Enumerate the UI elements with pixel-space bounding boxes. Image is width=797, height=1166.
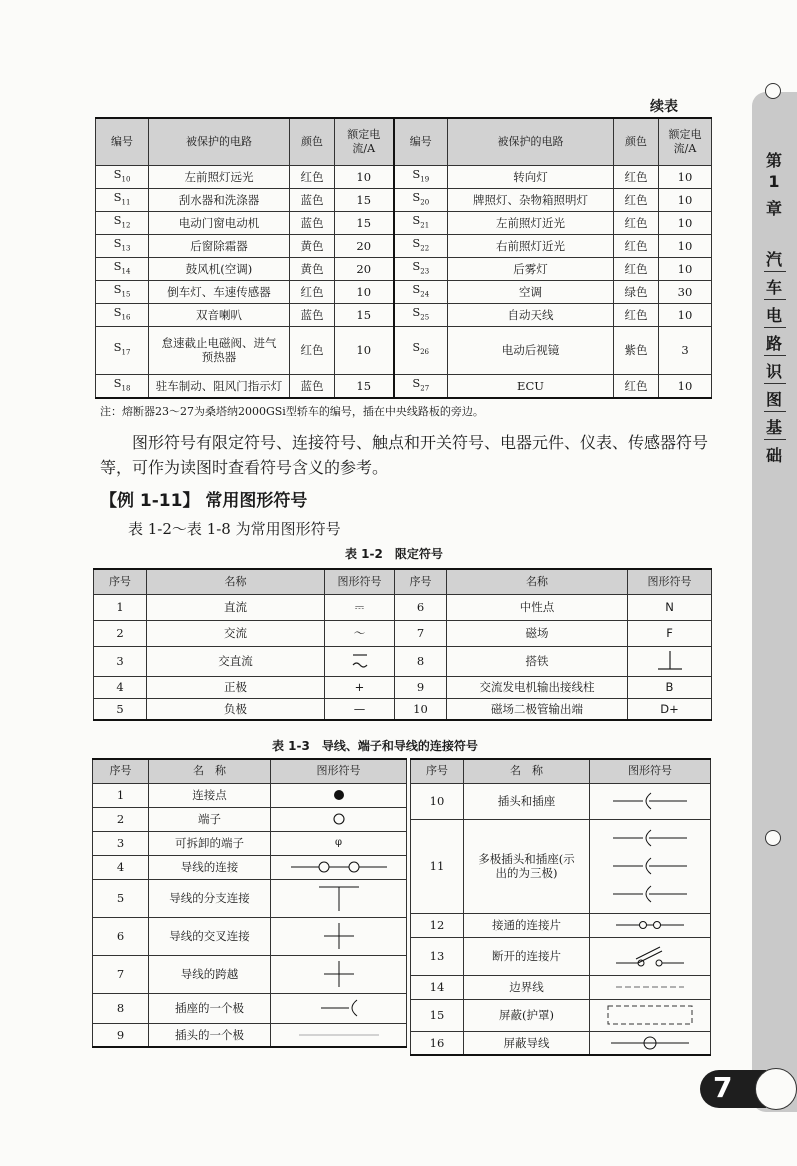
symbol-name: 连接点 xyxy=(149,783,271,807)
row-number: 8 xyxy=(93,993,149,1023)
fuse-id-number: 26 xyxy=(420,348,429,357)
fuse-color: 红色 xyxy=(614,188,659,211)
fuse-id xyxy=(394,188,448,211)
col-header: 序号 xyxy=(411,759,464,783)
table-caption: 表 1-3 导线、端子和导线的连接符号 xyxy=(272,739,478,753)
fuse-circuit: 后雾灯 xyxy=(448,257,614,280)
table-note: 注：熔断器23～27为桑塔纳2000GSi型轿车的编号，插在中央线路板的旁边。 xyxy=(100,405,484,418)
fuse-circuit: 空调 xyxy=(448,280,614,303)
fuse-circuit: 怠速截止电磁阀、进气预热器 xyxy=(149,326,290,374)
fuse-id-number: 23 xyxy=(420,267,430,276)
col-header: 颜色 xyxy=(614,118,659,165)
fuse-amp: 10 xyxy=(659,257,712,280)
fuse-color: 红色 xyxy=(614,165,659,188)
row-number: 8 xyxy=(395,646,447,676)
fuse-id xyxy=(96,165,149,188)
tab-divider xyxy=(764,327,786,328)
page-number: 7 xyxy=(713,1071,733,1104)
fuse-id-number: 12 xyxy=(121,221,131,230)
symbol-name: 中性点 xyxy=(447,594,628,620)
fuse-amp: 10 xyxy=(659,188,712,211)
chapter-char: 础 xyxy=(765,446,782,465)
fuse-id-number: 20 xyxy=(420,198,430,207)
fuse-id-number: 27 xyxy=(420,384,430,393)
row-number: 16 xyxy=(411,1031,464,1055)
row-number: 10 xyxy=(395,698,447,720)
fuse-id xyxy=(96,211,149,234)
fuse-id-letter: S xyxy=(412,258,421,273)
fuse-circuit: 双音喇叭 xyxy=(149,303,290,326)
row-number: 7 xyxy=(395,620,447,646)
fuse-id-letter: S xyxy=(412,235,421,250)
symbol-name: 端子 xyxy=(149,807,271,831)
row-number: 5 xyxy=(94,698,147,720)
crossover-icon xyxy=(271,955,407,993)
row-number: 9 xyxy=(395,676,447,698)
fuse-id-letter: S xyxy=(412,281,421,296)
minus-symbol: — xyxy=(325,698,395,720)
fuse-id-number: 21 xyxy=(420,221,430,230)
fuse-color: 蓝色 xyxy=(290,211,335,234)
ac-dc-icon xyxy=(325,646,395,676)
symbol-name: 可拆卸的端子 xyxy=(149,831,271,855)
col-header: 被保护的电路 xyxy=(149,118,290,165)
fuse-id-letter: S xyxy=(113,258,122,273)
row-number: 4 xyxy=(94,676,147,698)
row-number: 4 xyxy=(93,855,149,879)
row-number: 3 xyxy=(93,831,149,855)
row-number: 1 xyxy=(93,783,149,807)
col-header: 颜色 xyxy=(290,118,335,165)
symbol-name: 多极插头和插座(示出的为三极) xyxy=(464,819,590,913)
fuse-id xyxy=(394,374,448,398)
tab-divider xyxy=(764,411,786,412)
fuse-id-number: 19 xyxy=(420,175,430,184)
fuse-id-letter: S xyxy=(113,376,122,391)
symbol-name: 交直流 xyxy=(147,646,325,676)
table-1-3-right xyxy=(410,758,711,1056)
symbol-name: 屏蔽(护罩) xyxy=(464,999,590,1031)
fuse-id-letter: S xyxy=(412,304,421,319)
fuse-amp: 20 xyxy=(335,234,394,257)
fuse-id-number: 17 xyxy=(121,348,131,357)
fuse-circuit: 后窗除霜器 xyxy=(149,234,290,257)
table-row xyxy=(96,326,712,374)
wire-link-icon xyxy=(271,855,407,879)
col-header: 额定电流/A xyxy=(335,118,394,165)
fuse-amp: 10 xyxy=(335,326,394,374)
symbol-name: 直流 xyxy=(147,594,325,620)
fuse-amp: 10 xyxy=(659,303,712,326)
symbol-name: 导线的分支连接 xyxy=(149,879,271,917)
fuse-amp: 15 xyxy=(335,303,394,326)
fuse-id-number: 22 xyxy=(420,244,430,253)
col-header: 序号 xyxy=(94,569,147,594)
chapter-char: 汽 xyxy=(765,250,782,269)
fuse-id xyxy=(96,280,149,303)
fuse-id xyxy=(394,280,448,303)
symbol-name: 负极 xyxy=(147,698,325,720)
col-header: 名 称 xyxy=(149,759,271,783)
fuse-id xyxy=(96,188,149,211)
fuse-amp: 15 xyxy=(335,211,394,234)
fuse-id-letter: S xyxy=(412,340,421,354)
fuse-id-letter: S xyxy=(113,340,122,355)
table-row xyxy=(96,188,712,211)
col-header: 图形符号 xyxy=(271,759,407,783)
fuse-circuit: ECU xyxy=(448,374,614,398)
fuse-circuit: 左前照灯远光 xyxy=(149,165,290,188)
closed-link-icon xyxy=(590,913,711,937)
fuse-color: 紫色 xyxy=(614,326,659,374)
fuse-id-number: 25 xyxy=(420,313,430,322)
col-header: 名称 xyxy=(147,569,325,594)
fuse-color: 红色 xyxy=(614,211,659,234)
symbol-name: 正极 xyxy=(147,676,325,698)
fuse-amp: 10 xyxy=(659,165,712,188)
symbol-name: 插头和插座 xyxy=(464,783,590,819)
d-plus-symbol: D+ xyxy=(628,698,712,720)
table-1-2 xyxy=(93,568,712,721)
row-number: 6 xyxy=(395,594,447,620)
row-number: 1 xyxy=(94,594,147,620)
plus-symbol: + xyxy=(325,676,395,698)
row-number: 6 xyxy=(93,917,149,955)
chapter-char: 章 xyxy=(765,199,782,218)
fuse-circuit: 右前照灯近光 xyxy=(448,234,614,257)
phi-symbol: φ xyxy=(271,831,407,855)
symbol-name: 边界线 xyxy=(464,975,590,999)
fuse-id xyxy=(394,234,448,257)
chapter-char: 1 xyxy=(768,172,780,191)
table-row xyxy=(96,303,712,326)
fuse-circuit: 牌照灯、杂物箱照明灯 xyxy=(448,188,614,211)
fuse-amp: 15 xyxy=(335,374,394,398)
chapter-side-tab xyxy=(752,92,797,1112)
fuse-id-number: 14 xyxy=(121,267,131,276)
fuse-id-letter: S xyxy=(412,212,421,227)
chapter-char: 图 xyxy=(765,390,782,409)
fuse-color: 蓝色 xyxy=(290,188,335,211)
fuse-circuit: 电动后视镜 xyxy=(448,326,614,374)
row-number: 7 xyxy=(93,955,149,993)
tab-hole-bottom xyxy=(765,830,781,846)
intro-line: 表 1-2～表 1-8 为常用图形符号 xyxy=(128,520,341,538)
fuse-id xyxy=(96,303,149,326)
fuse-circuit: 倒车灯、车速传感器 xyxy=(149,280,290,303)
fuse-id xyxy=(394,303,448,326)
continued-label: 续表 xyxy=(650,99,678,115)
row-number: 10 xyxy=(411,783,464,819)
cross-connect-icon xyxy=(271,917,407,955)
symbol-name: 搭铁 xyxy=(447,646,628,676)
col-header: 名称 xyxy=(447,569,628,594)
shielded-wire-icon xyxy=(590,1031,711,1055)
fuse-id-number: 16 xyxy=(121,313,131,322)
col-header: 图形符号 xyxy=(628,569,712,594)
symbol-name: 磁场二极管输出端 xyxy=(447,698,628,720)
table-1-3-left xyxy=(92,758,407,1048)
fuse-amp: 10 xyxy=(335,280,394,303)
col-header: 图形符号 xyxy=(325,569,395,594)
page-badge-circle xyxy=(755,1068,797,1110)
fuse-circuit: 电动门窗电动机 xyxy=(149,211,290,234)
neutral-symbol: N xyxy=(628,594,712,620)
tab-divider xyxy=(764,439,786,440)
dot-icon xyxy=(271,783,407,807)
tab-divider xyxy=(764,383,786,384)
fuse-id-number: 13 xyxy=(121,244,131,253)
fuse-amp: 10 xyxy=(659,234,712,257)
fuse-id-letter: S xyxy=(412,166,421,181)
fuse-amp: 20 xyxy=(335,257,394,280)
fuse-color: 蓝色 xyxy=(290,374,335,398)
chapter-char: 第 xyxy=(765,151,782,170)
symbol-name: 插头的一个极 xyxy=(149,1023,271,1047)
fuse-amp: 10 xyxy=(659,374,712,398)
fuse-id xyxy=(394,211,448,234)
symbol-name: 断开的连接片 xyxy=(464,937,590,975)
row-number: 14 xyxy=(411,975,464,999)
col-header: 序号 xyxy=(93,759,149,783)
row-number: 3 xyxy=(94,646,147,676)
fuse-color: 红色 xyxy=(614,303,659,326)
row-number: 2 xyxy=(93,807,149,831)
symbol-name: 导线的跨越 xyxy=(149,955,271,993)
fuse-color: 蓝色 xyxy=(290,303,335,326)
col-header: 序号 xyxy=(395,569,447,594)
fuse-amp: 15 xyxy=(335,188,394,211)
ac-symbol: ～ xyxy=(325,620,395,646)
fuse-id xyxy=(394,257,448,280)
table-caption: 表 1-2 限定符号 xyxy=(345,547,443,561)
col-header: 名 称 xyxy=(464,759,590,783)
tab-divider xyxy=(764,299,786,300)
body-paragraph: 图形符号有限定符号、连接符号、触点和开关符号、电器元件、仪表、传感器符号等，可作为读图时查看符号含义的参考。 xyxy=(100,433,709,477)
fuse-id xyxy=(96,257,149,280)
fuse-color: 黄色 xyxy=(290,257,335,280)
fuse-id xyxy=(394,326,448,374)
chapter-char: 识 xyxy=(765,362,782,381)
fuse-amp: 30 xyxy=(659,280,712,303)
col-header: 编号 xyxy=(96,118,149,165)
fuse-id-number: 24 xyxy=(420,290,430,299)
fuse-id-number: 11 xyxy=(121,198,131,207)
fuse-color: 红色 xyxy=(614,374,659,398)
fuse-id xyxy=(394,165,448,188)
symbol-name: 导线的连接 xyxy=(149,855,271,879)
fuse-amp: 3 xyxy=(659,326,712,374)
fuse-id-letter: S xyxy=(113,281,122,296)
symbol-name: 屏蔽导线 xyxy=(464,1031,590,1055)
fuse-id-letter: S xyxy=(412,376,421,391)
fuse-id-number: 10 xyxy=(121,175,131,184)
fuse-id-letter: S xyxy=(113,166,122,181)
fuse-id-letter: S xyxy=(113,304,122,319)
fuse-color: 绿色 xyxy=(614,280,659,303)
symbol-name: 接通的连接片 xyxy=(464,913,590,937)
fuse-circuit: 左前照灯近光 xyxy=(448,211,614,234)
fuse-circuit: 自动天线 xyxy=(448,303,614,326)
fuse-amp: 10 xyxy=(659,211,712,234)
table-row xyxy=(96,234,712,257)
fuse-id-number: 18 xyxy=(121,384,131,393)
fuse-amp: 10 xyxy=(335,165,394,188)
fuse-id xyxy=(96,374,149,398)
fuse-circuit: 驻车制动、阻风门指示灯 xyxy=(149,374,290,398)
ground-icon xyxy=(628,646,712,676)
col-header: 编号 xyxy=(394,118,448,165)
plug-socket-icon xyxy=(590,783,711,819)
col-header: 图形符号 xyxy=(590,759,711,783)
tab-divider xyxy=(764,271,786,272)
row-number: 12 xyxy=(411,913,464,937)
fuse-circuit: 转向灯 xyxy=(448,165,614,188)
symbol-name: 磁场 xyxy=(447,620,628,646)
fuse-color: 红色 xyxy=(290,165,335,188)
field-symbol: F xyxy=(628,620,712,646)
fuse-id-letter: S xyxy=(113,235,122,250)
tab-divider xyxy=(764,355,786,356)
row-number: 15 xyxy=(411,999,464,1031)
row-number: 9 xyxy=(93,1023,149,1047)
row-number: 5 xyxy=(93,879,149,917)
row-number: 13 xyxy=(411,937,464,975)
fuse-id xyxy=(96,234,149,257)
col-header: 被保护的电路 xyxy=(448,118,614,165)
fuse-circuit: 鼓风机(空调) xyxy=(149,257,290,280)
chapter-char: 车 xyxy=(765,278,782,297)
table-row xyxy=(96,165,712,188)
open-link-icon xyxy=(590,937,711,975)
plug-pole-icon xyxy=(271,1023,407,1047)
dc-symbol: ⎓ xyxy=(325,594,395,620)
fuse-circuit: 刮水器和洗涤器 xyxy=(149,188,290,211)
table-row xyxy=(96,374,712,398)
row-number: 11 xyxy=(411,819,464,913)
fuse-table xyxy=(95,117,712,399)
chapter-char: 路 xyxy=(765,334,782,353)
fuse-color: 红色 xyxy=(290,326,335,374)
symbol-name: 插座的一个极 xyxy=(149,993,271,1023)
b-terminal-symbol: B xyxy=(628,676,712,698)
symbol-name: 交流发电机输出接线柱 xyxy=(447,676,628,698)
example-heading: 【例 1-11】 常用图形符号 xyxy=(100,491,308,511)
tab-hole-top xyxy=(765,83,781,99)
table-row xyxy=(96,211,712,234)
fuse-color: 红色 xyxy=(290,280,335,303)
fuse-color: 红色 xyxy=(614,234,659,257)
multipole-connector-icon xyxy=(590,819,711,913)
chapter-char: 基 xyxy=(765,418,782,437)
fuse-id xyxy=(96,326,149,374)
fuse-color: 黄色 xyxy=(290,234,335,257)
table-row xyxy=(96,257,712,280)
col-header: 额定电流/A xyxy=(659,118,712,165)
terminal-circle-icon xyxy=(271,807,407,831)
row-number: 2 xyxy=(94,620,147,646)
fuse-color: 红色 xyxy=(614,257,659,280)
branch-tee-icon xyxy=(271,879,407,917)
shield-icon xyxy=(590,999,711,1031)
symbol-name: 交流 xyxy=(147,620,325,646)
fuse-id-letter: S xyxy=(113,189,122,204)
fuse-id-number: 15 xyxy=(121,290,131,299)
boundary-line-icon xyxy=(590,975,711,999)
fuse-id-letter: S xyxy=(113,212,122,227)
chapter-char: 电 xyxy=(765,306,782,325)
socket-pole-icon xyxy=(271,993,407,1023)
symbol-name: 导线的交叉连接 xyxy=(149,917,271,955)
table-row xyxy=(96,280,712,303)
fuse-id-letter: S xyxy=(412,189,421,204)
